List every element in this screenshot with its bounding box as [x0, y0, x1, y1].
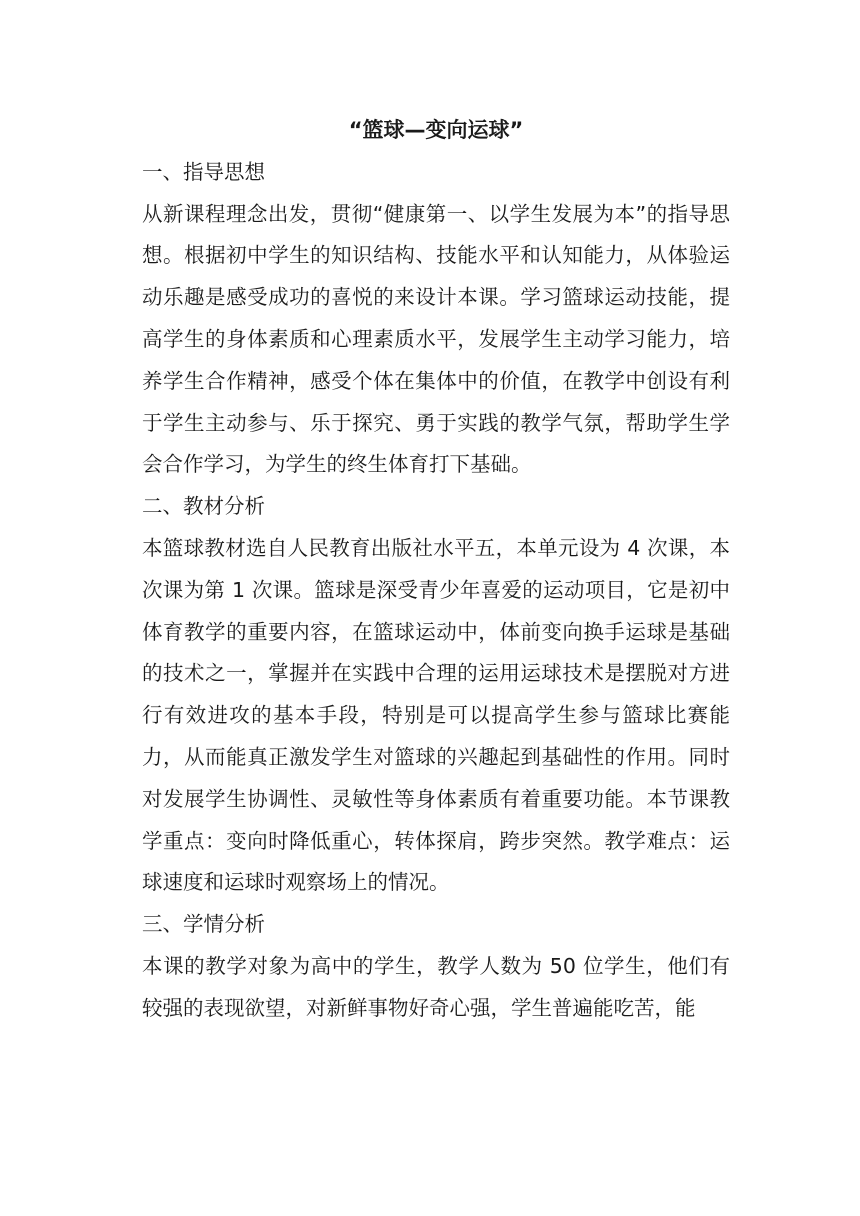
- section-paragraph-guiding-thought: 从新课程理念出发，贯彻“健康第一、以学生发展为本”的指导思想。根据初中学生的知识结构、技能水平和认知能力，从体验运动乐趣是感受成功的喜悦的来设计本课。学习篮球运动技能，提高学生的身体素质和心理素质水平，发展学生主动学习能力，培养学生合作精神，感受个体在集体中的价值，在教学中创设有利于学生主动参与、乐于探究、勇于实践的教学气氛，帮助学生学会合作学习，为学生的终生体育打下基础。: [142, 201, 730, 477]
- section-heading-material-analysis: 二、教材分析: [142, 494, 265, 519]
- section-paragraph-student-analysis: 本课的教学对象为高中的学生，教学人数为 50 位学生，他们有较强的表现欲望，对新鲜事物好奇心强，学生普遍能吃苦，能: [142, 953, 730, 1020]
- section-heading-guiding-thought: 一、指导思想: [142, 159, 265, 184]
- section-paragraph-material-analysis: 本篮球教材选自人民教育出版社水平五，本单元设为 4 次课，本次课为第 1 次课。篮球是深受青少年喜爱的运动项目，它是初中体育教学的重要内容，在篮球运动中，体前变向换手运球是基础的技术之一，掌握并在实践中合理的运用运球技术是摆脱对方进行有效进攻的基本手段，特别是可以提高学生参与篮球比赛能力，从而能真正激发学生对篮球的兴趣起到基础性的作用。同时对发展学生协调性、灵敏性等身体素质有着重要功能。本节课教学重点：变向时降低重心，转体探肩，跨步突然。教学难点：运球速度和运球时观察场上的情况。: [142, 535, 730, 895]
- document-title: “篮球—变向运球”: [348, 118, 524, 142]
- section-heading-student-analysis: 三、学情分析: [142, 912, 265, 937]
- document-body: [142, 110, 730, 1030]
